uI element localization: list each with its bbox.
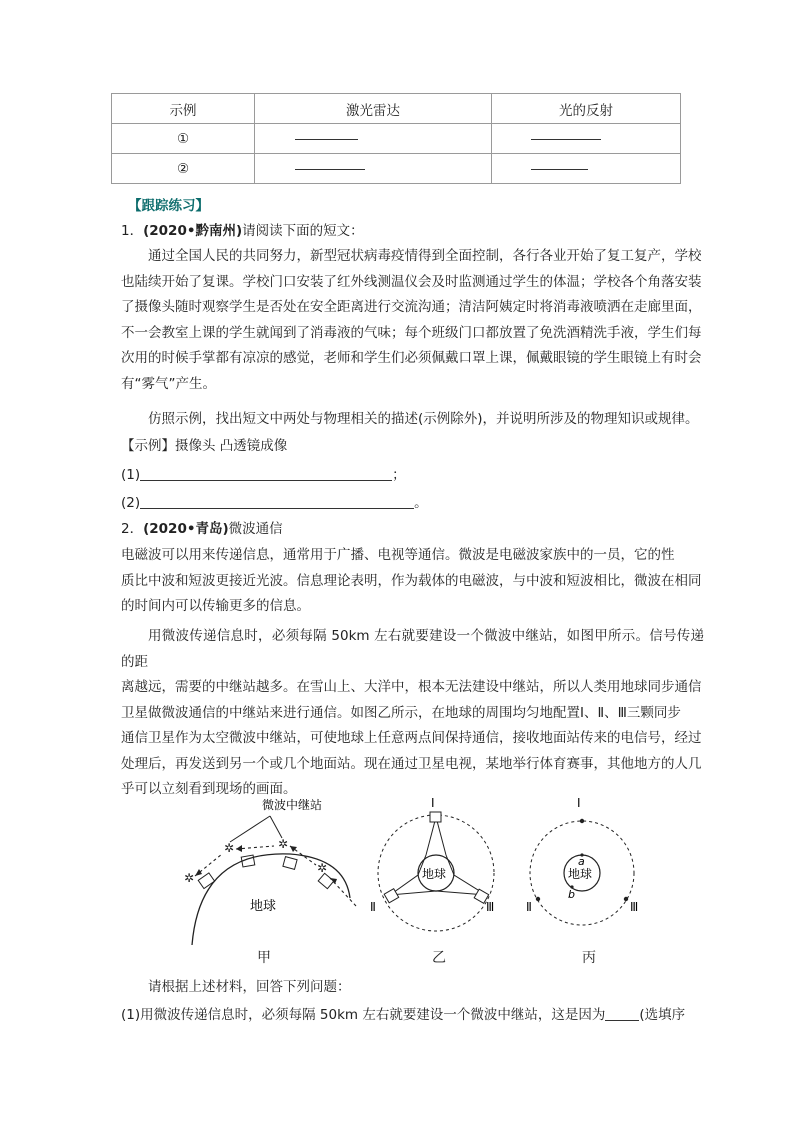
earth-label: 地球 <box>250 899 277 914</box>
satellite-dot <box>624 897 628 901</box>
table-answer-cell[interactable] <box>255 154 492 184</box>
point-b-label: b <box>568 888 575 901</box>
q1-answer-1-end: ； <box>392 467 406 483</box>
satellite-dot <box>536 897 540 901</box>
q1-answer-1-blank[interactable] <box>140 479 392 481</box>
q2-sub1-blank[interactable] <box>605 1019 639 1021</box>
q2-p2-line: 离越远，需要的中继站越多。在雪山上、大洋中，根本无法建设中继站，所以人类用地球同步通信 <box>121 679 702 695</box>
q2-p2-line: 卫星做微波通信的中继站来进行通信。如图乙所示，在地球的周围均匀地配置Ⅰ、Ⅱ、Ⅲ三颗同步 <box>121 704 681 721</box>
earth-label: 地球 <box>422 867 447 881</box>
q2-source: (2020•青岛) <box>143 521 229 537</box>
q2-heading <box>121 519 701 539</box>
satellite-icon <box>430 812 441 822</box>
q2-title: 微波通信 <box>228 521 283 537</box>
point-a-label: a <box>578 855 585 868</box>
q2-p2-line: 乎可以立刻看到现场的画面。 <box>121 781 297 797</box>
caption-c: 丙 <box>582 950 596 966</box>
q1-answer-2-label: (2) <box>121 495 141 511</box>
figure-orbit-points <box>520 795 660 945</box>
answer-blank[interactable] <box>531 168 588 170</box>
q2-paragraph-1 <box>121 543 704 620</box>
table-header-cell: 光的反射 <box>492 94 681 124</box>
satellite-label-3: Ⅲ <box>630 900 639 914</box>
figure-relay-stations <box>170 790 370 950</box>
table-header-row <box>112 94 681 124</box>
table-answer-cell[interactable] <box>255 124 492 154</box>
q2-p1-line: 质比中波和短波更接近光波。信息理论表明，作为载体的电磁波，与中波和短波相比，微波在相同 <box>121 572 702 589</box>
satellite-label-1: Ⅰ <box>577 796 581 810</box>
q1-answer-1-label: (1) <box>121 467 141 483</box>
q2-p2-line: 处理后，再发送到另一个或几个地面站。现在通过卫星电视，某地举行体育赛事，其他地方的人几 <box>121 755 702 772</box>
table-header-cell: 激光雷达 <box>255 94 492 124</box>
q1-prompt: 请阅读下面的短文： <box>242 223 364 239</box>
satellite-label-2: Ⅱ <box>370 900 376 914</box>
svg-text:✲: ✲ <box>278 837 289 851</box>
q2-p2-line: 通信卫星作为太空微波中继站，可使地球上任意两点间保持通信，接收地面站传来的电信号，经过 <box>121 730 702 746</box>
caption-b: 乙 <box>432 950 446 966</box>
q2-p2-line: 用微波传递信息时，必须每隔 50km 左右就要建设一个微波中继站，如图甲所示。信号传递的距 <box>121 628 704 670</box>
caption-a: 甲 <box>257 950 271 966</box>
answer-blank[interactable] <box>531 138 601 140</box>
q1-passage-line: 不一会教室上课的学生就闻到了消毒液的气味；每个班级门口都放置了免洗酒精洗手液，学生们每 <box>121 324 702 341</box>
answer-blank[interactable] <box>295 168 365 170</box>
q1-instruction: 仿照示例，找出短文中两处与物理相关的描述(示例除外)，并说明所涉及的物理知识或规律。 <box>148 411 699 427</box>
q1-source: (2020•黔南州) <box>143 223 243 239</box>
table-answer-cell[interactable] <box>492 124 681 154</box>
svg-text:✲: ✲ <box>224 841 235 855</box>
satellite-dot <box>580 819 584 823</box>
label-pointer <box>230 816 270 842</box>
q1-answer-1 <box>121 465 701 485</box>
q1-passage-line: 了摄像头随时观察学生是否处在安全距离进行交流沟通；清洁阿姨定时将消毒液喷洒在走廊里面， <box>121 299 702 315</box>
table-answer-cell[interactable] <box>492 154 681 184</box>
svg-text:✲: ✲ <box>317 861 328 875</box>
q2-paragraph-2 <box>121 624 704 803</box>
q1-answer-2 <box>121 493 701 513</box>
earth-label: 地球 <box>568 867 593 881</box>
answer-table <box>111 93 681 184</box>
section-tag <box>128 196 708 216</box>
relay-label: 微波中继站 <box>262 798 323 812</box>
table-row-marker: ② <box>112 154 255 184</box>
q2-p1-line: 电磁波可以用来传递信息，通常用于广播、电视等通信。微波是电磁波家族中的一员，它的性 <box>121 547 675 563</box>
q1-number: 1． <box>121 223 144 239</box>
satellite-label-3: Ⅲ <box>486 900 495 914</box>
q2-p1-line: 的时间内可以传输更多的信息。 <box>121 598 310 614</box>
q1-answer-2-end: 。 <box>414 495 428 511</box>
answer-blank[interactable] <box>295 138 358 140</box>
q2-sub1-text: (1)用微波传递信息时，必须每隔 50km 左右就要建设一个微波中继站，这是因为 <box>121 1007 606 1023</box>
svg-text:✲: ✲ <box>184 871 195 885</box>
q1-passage <box>121 244 704 397</box>
table-row-marker: ① <box>112 124 255 154</box>
label-pointer <box>270 816 282 838</box>
q1-example: 【示例】摄像头 凸透镜成像 <box>121 438 288 454</box>
q1-passage-line: 通过全国人民的共同努力，新型冠状病毒疫情得到全面控制，各行各业开始了复工复产，学校 <box>148 248 702 264</box>
q1-passage-line: 有“雾气”产生。 <box>121 375 216 392</box>
figure-three-satellites <box>370 795 510 945</box>
q2-sub1-end: (选填序 <box>639 1007 686 1023</box>
satellite-label-2: Ⅱ <box>526 900 532 914</box>
q2-number: 2． <box>121 521 144 537</box>
table-header-cell: 示例 <box>112 94 255 124</box>
relay-station-icon <box>184 837 327 885</box>
q2-ask: 请根据上述材料，回答下列问题： <box>148 979 351 995</box>
q2-sub1 <box>121 1005 711 1025</box>
table-row <box>112 154 681 184</box>
q1-passage-line: 也陆续开始了复课。学校门口安装了红外线测温仪会及时监测通过学生的体温；学校各个角落安装 <box>121 273 702 290</box>
table-row <box>112 124 681 154</box>
q1-passage-line: 次用的时候手掌都有凉凉的感觉，老师和学生们必须佩戴口罩上课，佩戴眼镜的学生眼镜上有时会 <box>121 350 702 366</box>
satellite-label-1: Ⅰ <box>431 796 435 810</box>
relay-tower-icon <box>198 855 334 889</box>
section-tag-text: 【跟踪练习】 <box>128 198 209 214</box>
q1-answer-2-blank[interactable] <box>140 507 414 509</box>
q1-heading <box>121 221 701 241</box>
